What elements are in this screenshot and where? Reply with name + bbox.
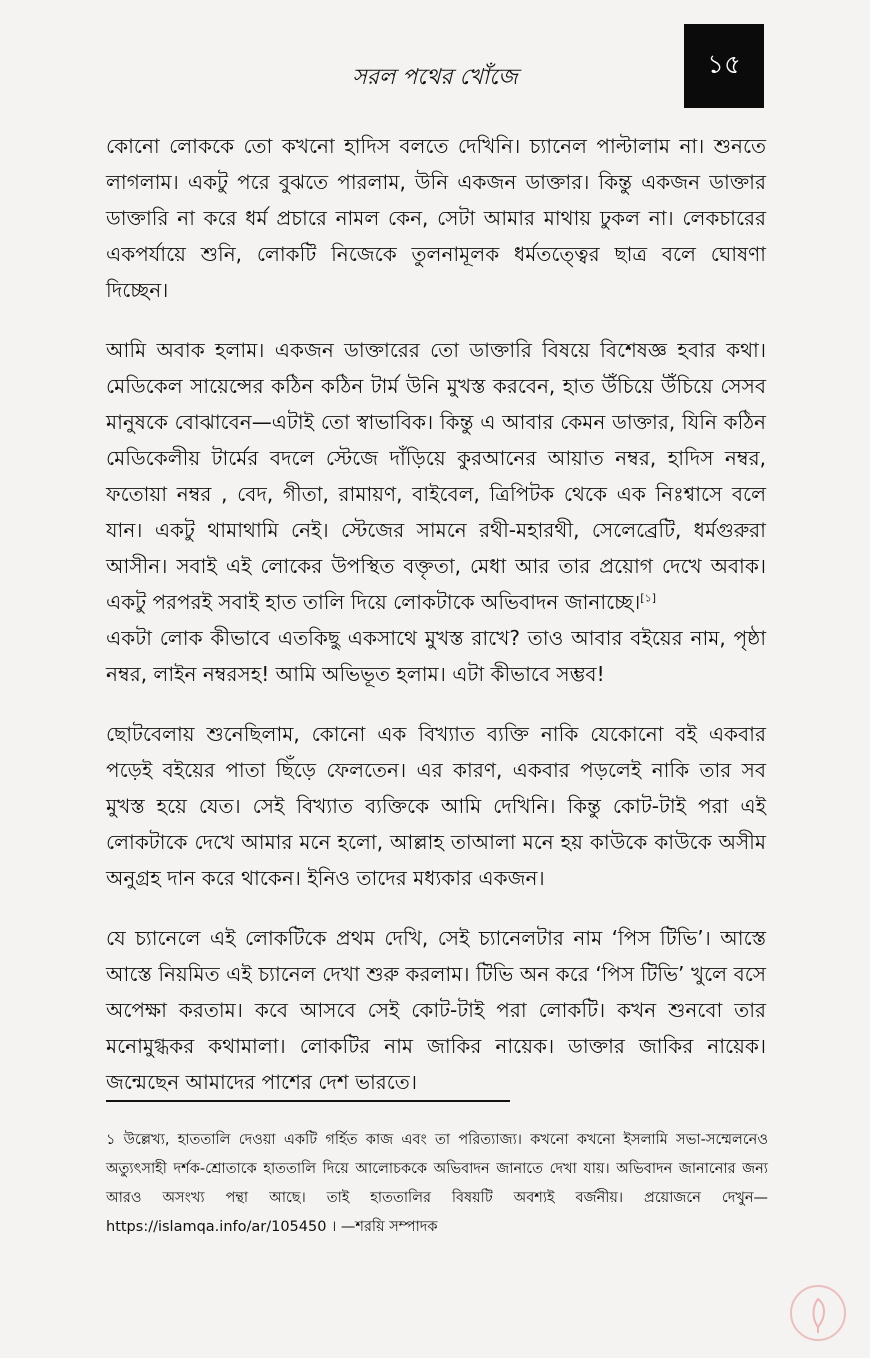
main-text	[106, 128, 766, 1124]
paragraph-4: ছোটবেলায় শুনেছিলাম, কোনো এক বিখ্যাত ব্যক্তি নাকি যেকোনো বই একবার পড়েই বইয়ের পাতা ছিঁড়ে ফেলতেন। এর কারণ, একবার পড়লেই নাকি তার সব মুখস্ত হয়ে যেত। সেই বিখ্যাত ব্যক্তিকে আমি দেখিনি। কিন্তু কোট-টাই পরা এই লোকটাকে দেখে আমার মনে হলো, আল্লাহ তাআলা মনে হয় কাউকে কাউকে অসীম অনুগ্রহ দান করে থাকেন। ইনিও তাদের মধ্যকার একজন।	[106, 722, 766, 890]
paragraph-2	[106, 332, 766, 620]
paragraph-3: একটা লোক কীভাবে এতকিছু একসাথে মুখস্ত রাখে? তাও আবার বইয়ের নাম, পৃষ্ঠা নম্বর, লাইন নম্বরসহ! আমি অভিভূত হলাম। এটা কীভাবে সম্ভব!	[106, 626, 766, 686]
page-number: ১৫	[707, 50, 741, 80]
running-header-title: সরল পথের খোঁজে	[352, 65, 518, 90]
footnote-divider	[106, 1100, 510, 1102]
paragraph-2-text: আমি অবাক হলাম। একজন ডাক্তারের তো ডাক্তারি বিষয়ে বিশেষজ্ঞ হবার কথা। মেডিকেল সায়েন্সের কঠিন কঠিন টার্ম উনি মুখস্ত করবেন, হাত উঁচিয়ে উঁচিয়ে সেসব মানুষকে বোঝাবেন—এটাই তো স্বাভাবিক। কিন্তু এ আবার কেমন ডাক্তার, যিনি কঠিন মেডিকেলীয় টার্মের বদলে স্টেজে দাঁড়িয়ে কুরআনের আয়াত নম্বর, হাদিস নম্বর, ফতোয়া নম্বর , বেদ, গীতা, রামায়ণ, বাইবেল, ত্রিপিটক থেকে এক নিঃশ্বাসে বলে যান। একটু থামাথামি নেই। স্টেজের সামনে রথী-মহারথী, সেলেব্রেটি, ধর্মগুরুরা আসীন। সবাই এই লোকের উপস্থিত বক্তৃতা, মেধা আর তার প্রয়োগ দেখে অবাক। একটু পরপরই সবাই হাত তালি দিয়ে লোকটাকে অভিবাদন জানাচ্ছে।	[106, 338, 766, 614]
footnote: ১ উল্লেখ্য, হাততালি দেওয়া একটি গর্হিত কাজ এবং তা পরিত্যাজ্য। কখনো কখনো ইসলামি সভা-সম্মেলনেও অত্যুৎসাহী দর্শক-শ্রোতাকে হাততালি দিয়ে আলোচককে অভিবাদন জানাতে দেখা যায়। অভিবাদন জানানোর জন্য আরও অসংখ্য পন্থা আছে। তাই হাততালির বিষয়টি অবশ্যই বর্জনীয়। প্রয়োজনে দেখুন— https://islamqa.info/ar/105450 । —শরয়ি সম্পাদক	[106, 1132, 768, 1235]
publisher-logo-watermark	[790, 1285, 846, 1341]
page-number-badge	[684, 24, 764, 108]
paragraph-5: যে চ্যানেলে এই লোকটিকে প্রথম দেখি, সেই চ্যানেলটার নাম ‘পিস টিভি’। আস্তে আস্তে নিয়মিত এই চ্যানেল দেখা শুরু করলাম। টিভি অন করে ‘পিস টিভি’ খুলে বসে অপেক্ষা করতাম। কবে আসবে সেই কোট-টাই পরা লোকটি। কখন শুনবো তার মনোমুগ্ধকর কথামালা। লোকটির নাম জাকির নায়েক। ডাক্তার জাকির নায়েক। জন্মেছেন আমাদের পাশের দেশ ভারতে।	[106, 926, 766, 1094]
pen-logo-icon	[792, 1287, 844, 1339]
footnote-reference[interactable]: [১]	[640, 591, 657, 605]
paragraph-1: কোনো লোককে তো কখনো হাদিস বলতে দেখিনি। চ্যানেল পাল্টালাম না। শুনতে লাগলাম। একটু পরে বুঝতে পারলাম, উনি একজন ডাক্তার। কিন্তু একজন ডাক্তার ডাক্তারি না করে ধর্ম প্রচারে নামল কেন, সেটা আমার মাথায় ঢুকল না। লেকচারের একপর্যায়ে শুনি, লোকটি নিজেকে তুলনামূলক ধর্মতত্ত্বের ছাত্র বলে ঘোষণা দিচ্ছেন।	[106, 134, 766, 302]
